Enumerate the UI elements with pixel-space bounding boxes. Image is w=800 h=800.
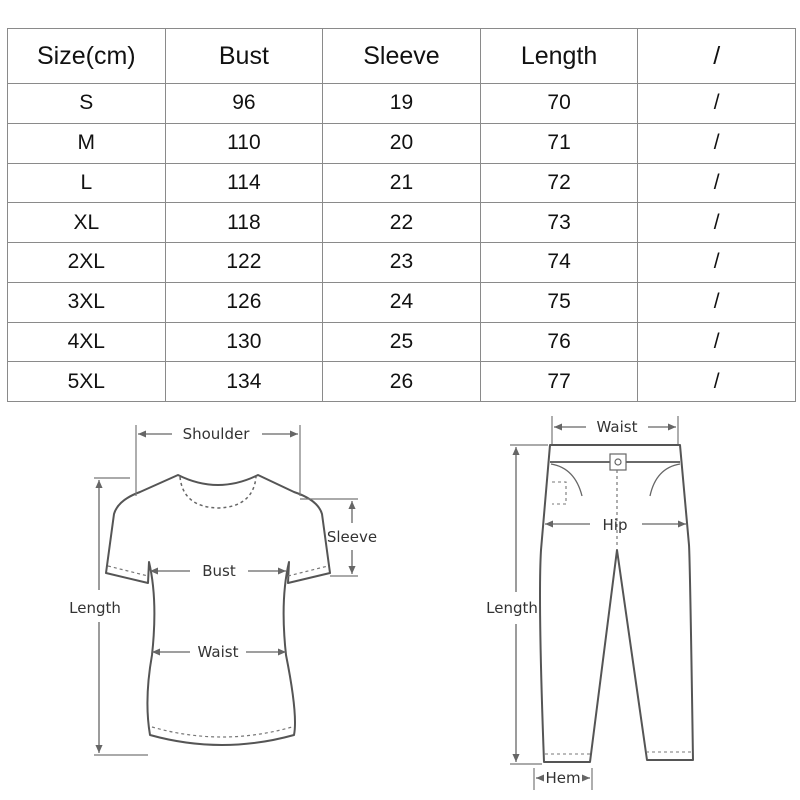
pants-hem-label: Hem (545, 769, 581, 787)
measurement-diagram (0, 400, 800, 800)
cell-length: 72 (480, 163, 638, 203)
cell-sleeve: 23 (323, 243, 481, 283)
table-row (8, 84, 796, 124)
cell-extra: / (638, 203, 796, 243)
cell-extra: / (638, 322, 796, 362)
cell-bust: 134 (165, 362, 323, 402)
cell-size: L (8, 163, 166, 203)
cell-length: 73 (480, 203, 638, 243)
pants-length-label: Length (486, 599, 538, 617)
cell-length: 74 (480, 243, 638, 283)
size-chart-table (7, 28, 796, 402)
table-row (8, 203, 796, 243)
cell-extra: / (638, 84, 796, 124)
pants-button (610, 454, 626, 470)
cell-length: 75 (480, 282, 638, 322)
cell-extra: / (638, 282, 796, 322)
table-row (8, 163, 796, 203)
cell-length: 76 (480, 322, 638, 362)
cell-extra: / (638, 362, 796, 402)
pants-waist-label: Waist (596, 418, 638, 436)
cell-size: XL (8, 203, 166, 243)
cell-extra: / (638, 243, 796, 283)
cell-length: 71 (480, 123, 638, 163)
tshirt-diagram (69, 425, 377, 755)
header-bust: Bust (165, 29, 323, 84)
cell-bust: 110 (165, 123, 323, 163)
cell-length: 77 (480, 362, 638, 402)
sleeve-label: Sleeve (326, 528, 378, 546)
cell-extra: / (638, 163, 796, 203)
table-row (8, 322, 796, 362)
cell-bust: 122 (165, 243, 323, 283)
tshirt-outline (106, 475, 330, 745)
table-header-row (8, 29, 796, 84)
table-row (8, 362, 796, 402)
cell-size: 4XL (8, 322, 166, 362)
waist-label: Waist (197, 643, 239, 661)
cell-bust: 96 (165, 84, 323, 124)
table-row (8, 123, 796, 163)
cell-sleeve: 26 (323, 362, 481, 402)
table-row (8, 282, 796, 322)
cell-bust: 118 (165, 203, 323, 243)
cell-bust: 130 (165, 322, 323, 362)
cell-sleeve: 19 (323, 84, 481, 124)
cell-sleeve: 22 (323, 203, 481, 243)
length-label: Length (69, 599, 121, 617)
header-sleeve: Sleeve (323, 29, 481, 84)
cell-size: 2XL (8, 243, 166, 283)
cell-sleeve: 21 (323, 163, 481, 203)
header-length: Length (480, 29, 638, 84)
cell-size: M (8, 123, 166, 163)
cell-size: S (8, 84, 166, 124)
cell-bust: 114 (165, 163, 323, 203)
cell-size: 3XL (8, 282, 166, 322)
header-extra: / (638, 29, 796, 84)
pants-diagram (486, 416, 693, 790)
bust-label: Bust (202, 562, 236, 580)
cell-size: 5XL (8, 362, 166, 402)
pants-hip-label: Hip (602, 516, 628, 534)
cell-sleeve: 24 (323, 282, 481, 322)
pants-outline (540, 445, 693, 762)
header-size: Size(cm) (8, 29, 166, 84)
cell-sleeve: 20 (323, 123, 481, 163)
cell-sleeve: 25 (323, 322, 481, 362)
table-row (8, 243, 796, 283)
cell-extra: / (638, 123, 796, 163)
cell-length: 70 (480, 84, 638, 124)
cell-bust: 126 (165, 282, 323, 322)
shoulder-label: Shoulder (182, 425, 250, 443)
